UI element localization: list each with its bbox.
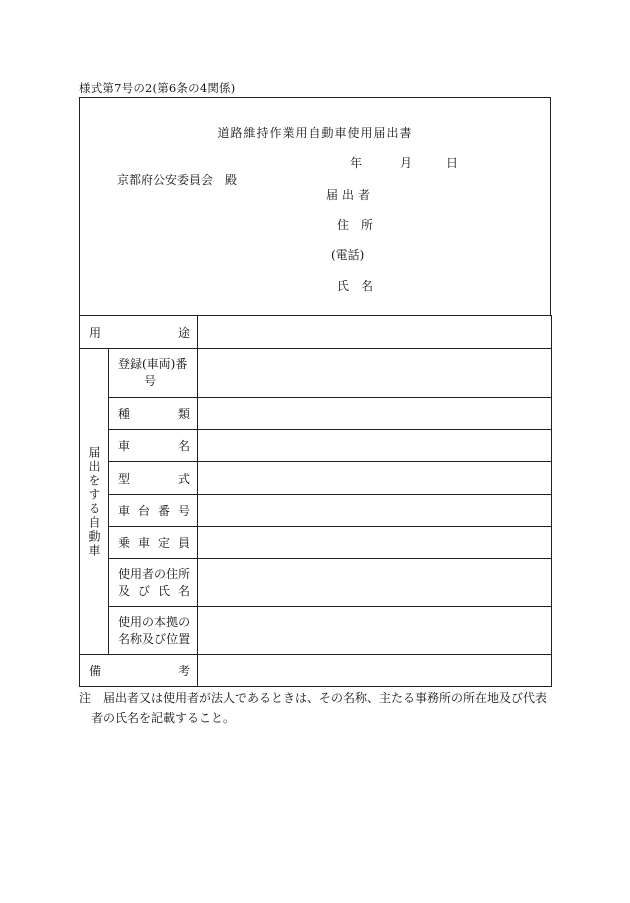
row-user (80, 559, 552, 607)
vehicle-group-label (80, 442, 108, 562)
capacity-label: 乗 車 定 員 (118, 536, 190, 550)
row-remarks (80, 655, 552, 687)
date-year: 年 (350, 156, 363, 170)
user-label-line1: 使 用 者 の 住 所 (118, 566, 191, 581)
purpose-label-text: 用 途 (89, 325, 190, 340)
registration-label (109, 356, 197, 390)
purpose-label-cell (80, 316, 198, 349)
vehicle-name-value-cell[interactable] (198, 430, 552, 462)
registration-label-line2: 号 (143, 374, 156, 388)
row-type (80, 398, 552, 430)
model-label-cell (109, 462, 198, 495)
note (79, 688, 559, 728)
row-vehicle-name (80, 430, 552, 462)
remarks-label-cell (80, 655, 198, 687)
user-label (109, 566, 197, 600)
phone-label: (電話) (331, 248, 365, 262)
addressee: 京都府公安委員会 殿 (117, 173, 238, 187)
user-label-line2: 及 び 氏 名 (118, 583, 190, 598)
row-model (80, 462, 552, 495)
purpose-value-cell[interactable] (198, 316, 552, 349)
row-chassis-number (80, 495, 552, 527)
purpose-label (80, 324, 197, 341)
note-line1: 注 届出者又は使用者が法人であるときは、その名称、主たる事務所の所在地及び代表 (79, 691, 548, 705)
base-label-cell (109, 607, 198, 655)
form-code: 様式第7号の2(第6条の4関係) (79, 81, 236, 95)
base-value-cell[interactable] (198, 607, 552, 655)
vehicle-group-cell (80, 349, 109, 655)
chassis-number-label: 車 台 番 号 (118, 504, 190, 518)
type-label: 種 類 (118, 407, 190, 421)
vehicle-name-label: 車 名 (118, 439, 190, 453)
remarks-value-cell[interactable] (198, 655, 552, 687)
vehicle-group-text: 届出をする自動車 (87, 445, 101, 558)
registration-label-cell (109, 349, 198, 398)
address-label: 住 所 (337, 218, 374, 232)
user-label-cell (109, 559, 198, 607)
base-label-line2: 名 称 及 び 位 置 (118, 631, 191, 646)
type-value-cell[interactable] (198, 398, 552, 430)
chassis-number-label-cell (109, 495, 198, 527)
base-label-line1: 使 用 の 本 拠 の (118, 614, 191, 629)
applicant-label: 届出者 (326, 188, 375, 202)
vehicle-table (79, 315, 552, 687)
registration-label-line1: 登録(車両)番 (118, 357, 188, 371)
remarks-label (80, 662, 197, 679)
form-title: 道路維持作業用自動車使用届出書 (217, 126, 413, 140)
vehicle-name-label-cell (109, 430, 198, 462)
remarks-label-text: 備 考 (89, 664, 190, 678)
row-capacity (80, 527, 552, 559)
date-line (350, 154, 458, 171)
name-label: 氏 名 (337, 279, 374, 293)
registration-value-cell[interactable] (198, 349, 552, 398)
date-month: 月 (400, 156, 413, 170)
note-line2: 者の氏名を記載すること。 (91, 711, 236, 725)
row-registration (80, 349, 552, 398)
header-box (79, 97, 551, 316)
base-label (109, 614, 197, 648)
user-value-cell[interactable] (198, 559, 552, 607)
row-purpose (80, 316, 552, 349)
date-day: 日 (446, 156, 459, 170)
capacity-value-cell[interactable] (198, 527, 552, 559)
type-label-cell (109, 398, 198, 430)
model-value-cell[interactable] (198, 462, 552, 495)
capacity-label-cell (109, 527, 198, 559)
row-base (80, 607, 552, 655)
chassis-number-value-cell[interactable] (198, 495, 552, 527)
model-label: 型 式 (118, 471, 190, 486)
